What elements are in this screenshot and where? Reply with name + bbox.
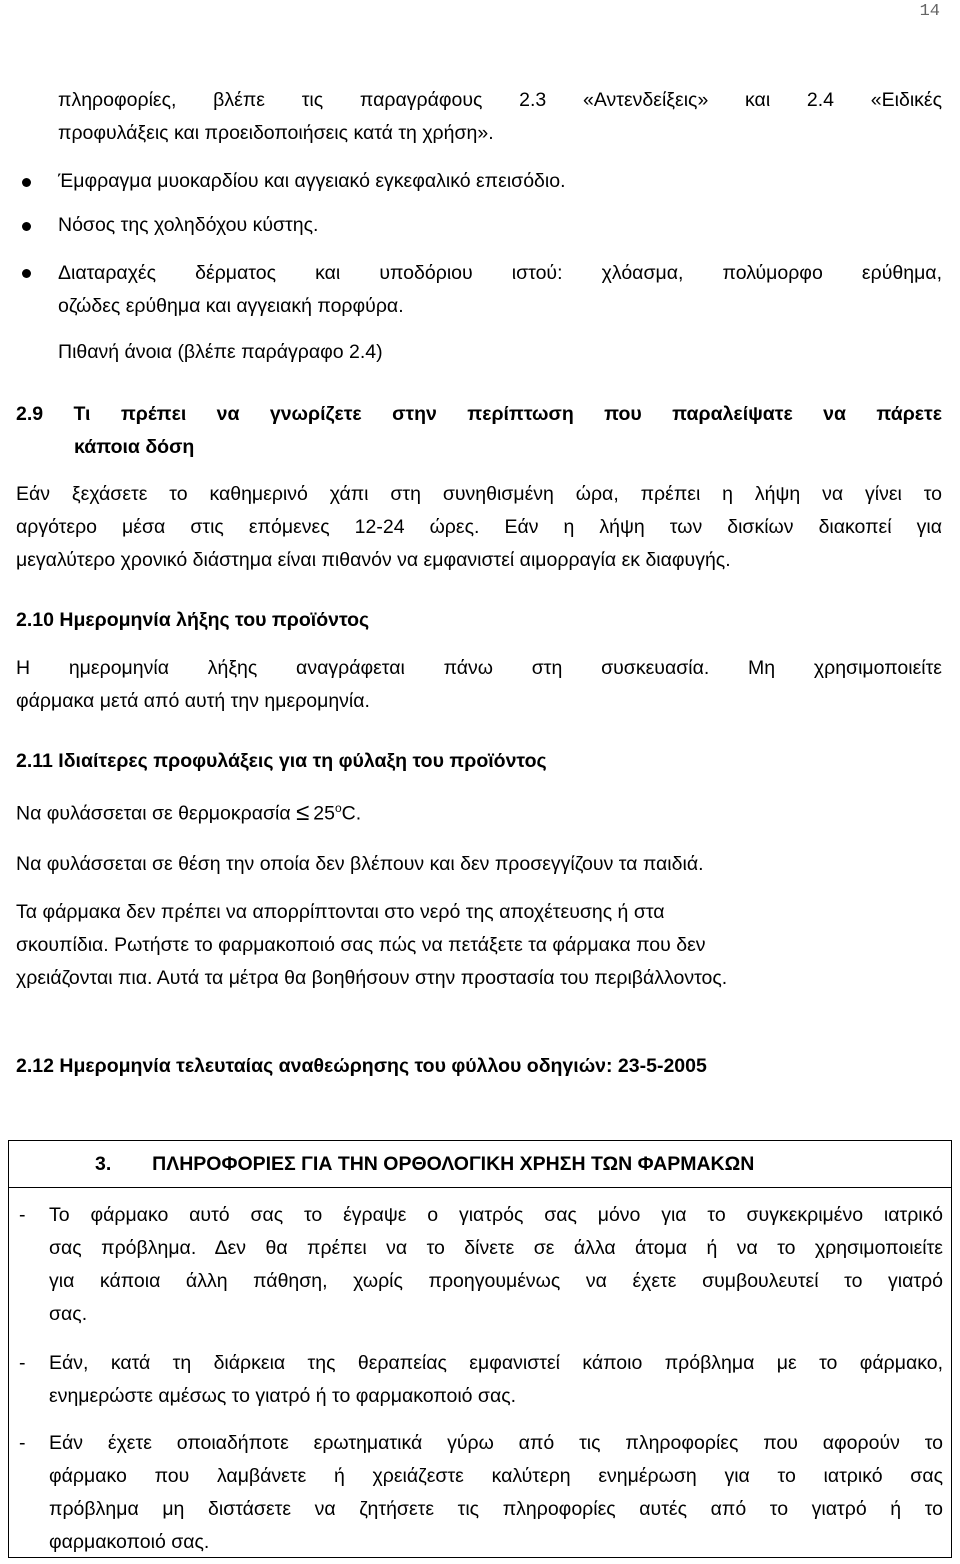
section-2-9-heading (16, 398, 942, 464)
children-warning (16, 848, 942, 881)
bullet-dot-icon (22, 269, 31, 278)
list-line: Το φάρμακο αυτό σας το έγραψε ο γιατρός σας μόνο για το συγκεκριμένο ιατρικό (49, 1204, 943, 1226)
temp-prefix: Να φυλάσσεται σε θερμοκρασία (16, 802, 297, 825)
body-line: Εάν ξεχάσετε το καθημερινό χάπι στη συνηθισμένη ώρα, πρέπει η λήψη να γίνει το (16, 483, 942, 505)
list-line: φαρμακοποιό σας. (49, 1531, 210, 1553)
list-line: πρόβλημα μη διστάσετε να ζητήσετε τις πληροφορίες αυτές από το γιατρό ή το (49, 1498, 943, 1520)
body-line: Η ημερομηνία λήξης αναγράφεται πάνω στη συσκευασία. Μη χρησιμοποιείτε (16, 657, 942, 679)
list-line: σας. (49, 1303, 88, 1325)
list-item (49, 1199, 943, 1331)
list-item (49, 1347, 943, 1413)
storage-temperature (16, 792, 942, 831)
list-line: φάρμακο που λαμβάνετε ή χρειάζεστε καλύτερη ενημέρωση για το ιατρικό σας (49, 1465, 943, 1487)
body-line: μεγαλύτερο χρονικό διάστημα είναι πιθανόν να εμφανιστεί αιμορραγία εκ διαφυγής. (16, 549, 731, 571)
heading-line: 2.11 Ιδιαίτερες προφυλάξεις για τη φύλαξη του προϊόντος (16, 750, 547, 772)
list-dash: - (19, 1432, 26, 1454)
list-line: Εάν, κατά τη διάρκεια της θεραπείας εμφανιστεί κάποιο πρόβλημα με το φάρμακο, (49, 1352, 943, 1374)
section-3-title-text: ΠΛΗΡΟΦΟΡΙΕΣ ΓΙΑ ΤΗΝ ΟΡΘΟΛΟΓΙΚΗ ΧΡΗΣΗ ΤΩΝ ΦΑΡΜΑΚΩΝ (152, 1153, 755, 1175)
body-line: χρειάζονται πια. Αυτά τα μέτρα θα βοηθήσουν στην προστασία του περιβάλλοντος. (16, 967, 728, 989)
intro-line: πληροφορίες, βλέπε τις παραγράφους 2.3 «Αντενδείξεις» και 2.4 «Ειδικές (58, 89, 942, 111)
intro-paragraph (58, 84, 942, 150)
body-line: αργότερο μέσα στις επόμενες 12-24 ώρες. Εάν η λήψη των δισκίων διακοπεί για (16, 516, 942, 538)
list-line: σας πρόβλημα. Δεν θα πρέπει να το δίνετε σε άλλα άτομα ή να το χρησιμοποιείτε (49, 1237, 943, 1259)
bullet-dot-icon (22, 178, 31, 187)
bullet-dot-icon (22, 222, 31, 231)
section-3-title (95, 1148, 754, 1181)
section-2-10-heading (16, 604, 942, 637)
section-3-number: 3. (95, 1153, 112, 1175)
bullet-item (58, 209, 942, 242)
list-dash: - (19, 1352, 26, 1374)
list-dash: - (19, 1204, 26, 1226)
temp-value: 25 (313, 802, 335, 825)
degree-mark: o (334, 801, 342, 815)
bullet-text: Νόσος της χοληδόχου κύστης. (58, 214, 319, 236)
list-line: Εάν έχετε οποιαδήποτε ερωτηματικά γύρω από τις πληροφορίες που αφορούν το (49, 1432, 943, 1454)
less-equal-icon: ≤ (296, 798, 310, 826)
body-line: Τα φάρμακα δεν πρέπει να απορρίπτονται στο νερό της αποχέτευσης ή στα (16, 901, 665, 923)
bullet-text: οζώδες ερύθημα και αγγειακή πορφύρα. (58, 295, 404, 317)
bullet-text: Διαταραχές δέρματος και υποδόριου ιστού: χλόασμα, πολύμορφο ερύθημα, (58, 262, 942, 284)
body-line: φάρμακα μετά από αυτή την ημερομηνία. (16, 690, 370, 712)
section-2-9-body (16, 478, 942, 577)
list-item (49, 1427, 943, 1559)
heading-line: κάποια δόση (74, 436, 195, 458)
dementia-note (58, 336, 942, 369)
bullet-item (58, 165, 942, 198)
section-2-11-heading (16, 745, 942, 778)
table-divider (9, 1187, 951, 1188)
temp-unit: C. (341, 802, 362, 825)
heading-line: 2.9 Τι πρέπει να γνωρίζετε στην περίπτωση που παραλείψατε να πάρετε (16, 403, 942, 425)
dementia-text: Πιθανή άνοια (βλέπε παράγραφο 2.4) (58, 341, 383, 363)
section-2-10-body (16, 652, 942, 718)
heading-line: 2.10 Ημερομηνία λήξης του προϊόντος (16, 609, 370, 631)
section-3-box (8, 1140, 952, 1558)
body-line: Να φυλάσσεται σε θέση την οποία δεν βλέπουν και δεν προσεγγίζουν τα παιδιά. (16, 853, 704, 875)
page-number: 14 (919, 2, 940, 21)
body-line: σκουπίδια. Ρωτήστε το φαρμακοποιό σας πώς να πετάξετε τα φάρμακα που δεν (16, 934, 706, 956)
list-line: ενημερώστε αμέσως το γιατρό ή το φαρμακοποιό σας. (49, 1385, 517, 1407)
disposal-paragraph (16, 896, 942, 995)
heading-line: 2.12 Ημερομηνία τελευταίας αναθεώρησης του φύλλου οδηγιών: 23-5-2005 (16, 1055, 707, 1077)
bullet-text: Έμφραγμα μυοκαρδίου και αγγειακό εγκεφαλικό επεισόδιο. (58, 170, 566, 192)
intro-line: προφυλάξεις και προειδοποιήσεις κατά τη χρήση». (58, 122, 494, 144)
list-line: για κάποια άλλη πάθηση, χωρίς προηγουμένως να έχετε συμβουλευτεί το γιατρό (49, 1270, 943, 1292)
bullet-item (58, 257, 942, 323)
section-2-12-heading (16, 1050, 942, 1083)
